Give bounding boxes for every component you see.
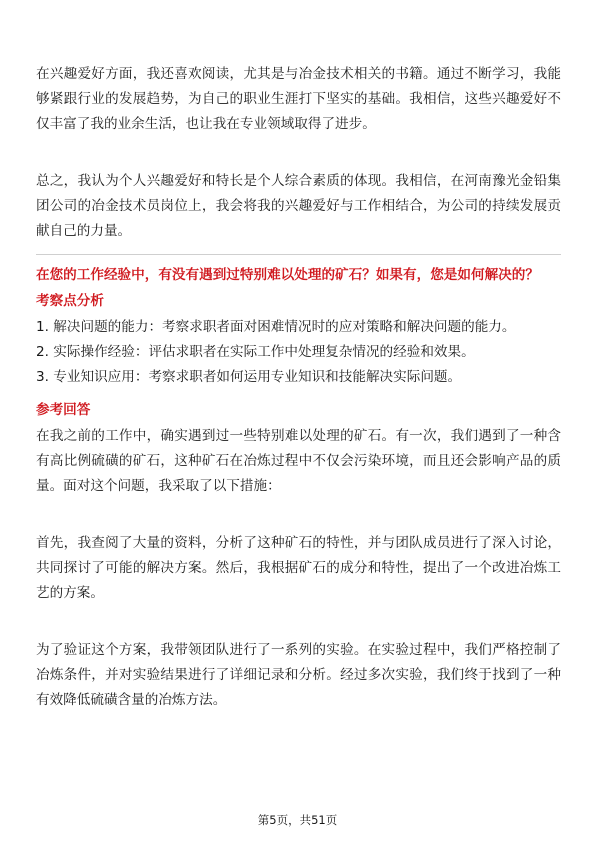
analysis-item-3: 3. 专业知识应用：考察求职者如何运用专业知识和技能解决实际问题。 — [36, 369, 462, 385]
page-number: 第5页，共51页 — [257, 813, 338, 827]
question-heading: 在您的工作经验中，有没有遇到过特别难以处理的矿石？如果有，您是如何解决的？ — [36, 267, 539, 283]
section-divider — [36, 254, 561, 255]
analysis-item-2: 2. 实际操作经验：评估求职者在实际工作中处理复杂情况的经验和效果。 — [36, 344, 475, 360]
intro-paragraph-2: 总之，我认为个人兴趣爱好和特长是个人综合素质的体现。我相信，在河南豫光金铅集团公司的冶金技术员岗位上，我会将我的兴趣爱好与工作相结合，为公司的持续发展贡献自己的力量。 — [36, 173, 561, 239]
document-body — [36, 62, 561, 713]
answer-heading: 参考回答 — [36, 402, 91, 418]
analysis-heading: 考察点分析 — [36, 293, 104, 309]
answer-paragraph-3: 为了验证这个方案，我带领团队进行了一系列的实验。在实验过程中，我们严格控制了冶炼条件，并对实验结果进行了详细记录和分析。经过多次实验，我们终于找到了一种有效降低硫磺含量的冶炼方法。 — [36, 642, 561, 708]
answer-paragraph-2: 首先，我查阅了大量的资料，分析了这种矿石的特性，并与团队成员进行了深入讨论，共同探讨了可能的解决方案。然后，我根据矿石的成分和特性，提出了一个改进冶炼工艺的方案。 — [36, 535, 561, 601]
answer-paragraph-1: 在我之前的工作中，确实遇到过一些特别难以处理的矿石。有一次，我们遇到了一种含有高比例硫磺的矿石，这种矿石在冶炼过程中不仅会污染环境，而且还会影响产品的质量。面对这个问题，我采取了以下措施： — [36, 428, 561, 494]
intro-paragraph-1: 在兴趣爱好方面，我还喜欢阅读，尤其是与冶金技术相关的书籍。通过不断学习，我能够紧跟行业的发展趋势，为自己的职业生涯打下坚实的基础。我相信，这些兴趣爱好不仅丰富了我的业余生活，也让我在专业领域取得了进步。 — [36, 66, 561, 132]
analysis-item-1: 1. 解决问题的能力：考察求职者面对困难情况时的应对策略和解决问题的能力。 — [36, 319, 516, 335]
